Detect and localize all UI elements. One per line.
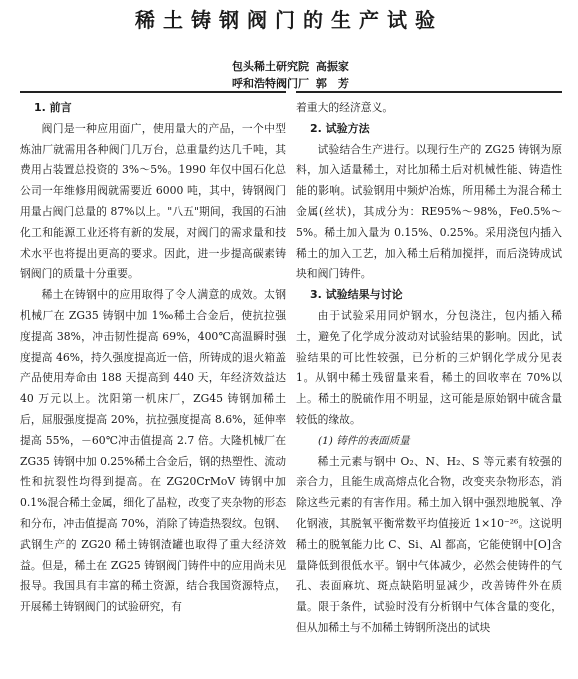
- author-name: 高振家: [315, 60, 349, 73]
- section-heading: 1. 前言: [34, 101, 72, 114]
- section-heading: 3. 试验结果与讨论: [310, 288, 403, 302]
- paragraph: 稀土元素与钢中 O₂、N、H₂、S 等元素有较强的亲合力，且能生成高熔点化合物，改变夹杂物形态，消除这些元素的有害作用。稀土加入钢中强烈地脱氧、净化钢液，其脱氧平衡常数平均值接近 1×10⁻²⁶。这说明稀土的脱氧能力比 C、Si、Al 都高，它能使钢中[O]含量降低到很低水平。钢中气体减少，必然会使铸件的气孔、表面麻坑、斑点缺陷明显减少，改善铸件外在质量。限于条件，试验时没有分析钢中气体含量的变化，但从加稀土与不加稀土铸钢所浇出的试块: [296, 454, 562, 634]
- paragraph: 稀土在铸钢中的应用取得了令人满意的成效。太钢机械厂在 ZG35 铸钢中加 1‰稀土合金后，使抗拉强度提高 38%，冲击韧性提高 69%，400℃高温瞬时强度提高 46%，持久强度提高近一倍，所铸成的退火箱盖产品使用寿命由 188 天提高到 440 天，年经济效益达 40 万元以上。沈阳第一机床厂，ZG45 铸钢加稀土后，屈服强度提高 20%，抗拉强度提高 8.6%，延伸率提高 55%，－60℃冲击值提高 2.7 倍。大隆机械厂在 ZG35 铸钢中加 0.25%稀土合金后，钢的热塑性、流动性和抗裂性均得到提高。在 ZG20CrMoV 铸钢中加 0.1%混合稀土金属，细化了晶粒，改变了夹杂物的形态和分布，冲击值提高 70%，消除了铸造热裂纹。包钢、武钢生产的 ZG20 稀土铸钢渣罐也取得了重大经济效益。但是，稀土在 ZG25 铸钢阀门铸件中的应用尚未见报导。我国具有丰富的稀土资源，结合我国资源特点，开展稀土铸钢阀门的试验研究，有: [20, 288, 286, 614]
- column-left: [20, 98, 286, 618]
- paragraph: 试验结合生产进行。以现行生产的 ZG25 铸钢为原料，加入适量稀土，对比加稀土后对机械性能、铸造性能的影响。试验钢用中频炉冶炼，所用稀土为混合稀土金属(丝状)，其成分为：RE95%～98%，Fe0.5%～5%。稀土加入量为 0.15%、0.25%。采用浇包内插入稀土的加入工艺，加入稀土后稍加搅拌，而后浇铸成试块和阀门铸件。: [296, 142, 562, 281]
- column-right: [296, 98, 562, 639]
- paper-title: 稀土铸钢阀门的生产试验: [135, 8, 443, 32]
- author-row: [232, 58, 349, 75]
- divider-left: [20, 91, 286, 93]
- divider-right: [296, 91, 562, 93]
- author-row: [232, 75, 349, 92]
- paragraph: 由于试验采用同炉钢水，分包浇注，包内插入稀土，避免了化学成分波动对试验结果的影响。因此，试验结果的可比性较强，已分析的三炉钢化学成分见表 1。从钢中稀土残留量来看，稀土的回收率在 70%以上。稀土的脱硫作用不明显，这可能是原始钢中硫含量较低的缘故。: [296, 308, 562, 426]
- author-block: [232, 58, 349, 92]
- subsection-heading: (1) 铸件的表面质量: [318, 434, 410, 447]
- author-name: 郭 芳: [315, 77, 349, 90]
- paragraph-continuation: 着重大的经济意义。: [296, 101, 394, 114]
- paragraph: 阀门是一种应用面广，使用量大的产品，一个中型炼油厂就需用各种阀门几万台，总重量约达几千吨，其费用占装置总投资的 3%～5%。1990 年仅中国石化总公司一年维修用阀就需要近 6000 吨，其中，铸钢阀门用量占阀门总量的 87%以上。"八五"期间，我国的石油化工和能源工业还将有新的发展，对阀门的需求量和技术水平也将提出更高的要求。因此，进一步提高碳素铸钢阀门的质量十分重要。: [20, 121, 286, 281]
- author-institution: 包头稀土研究院: [232, 60, 309, 73]
- section-heading: 2. 试验方法: [310, 121, 370, 135]
- author-institution: 呼和浩特阀门厂: [232, 77, 309, 90]
